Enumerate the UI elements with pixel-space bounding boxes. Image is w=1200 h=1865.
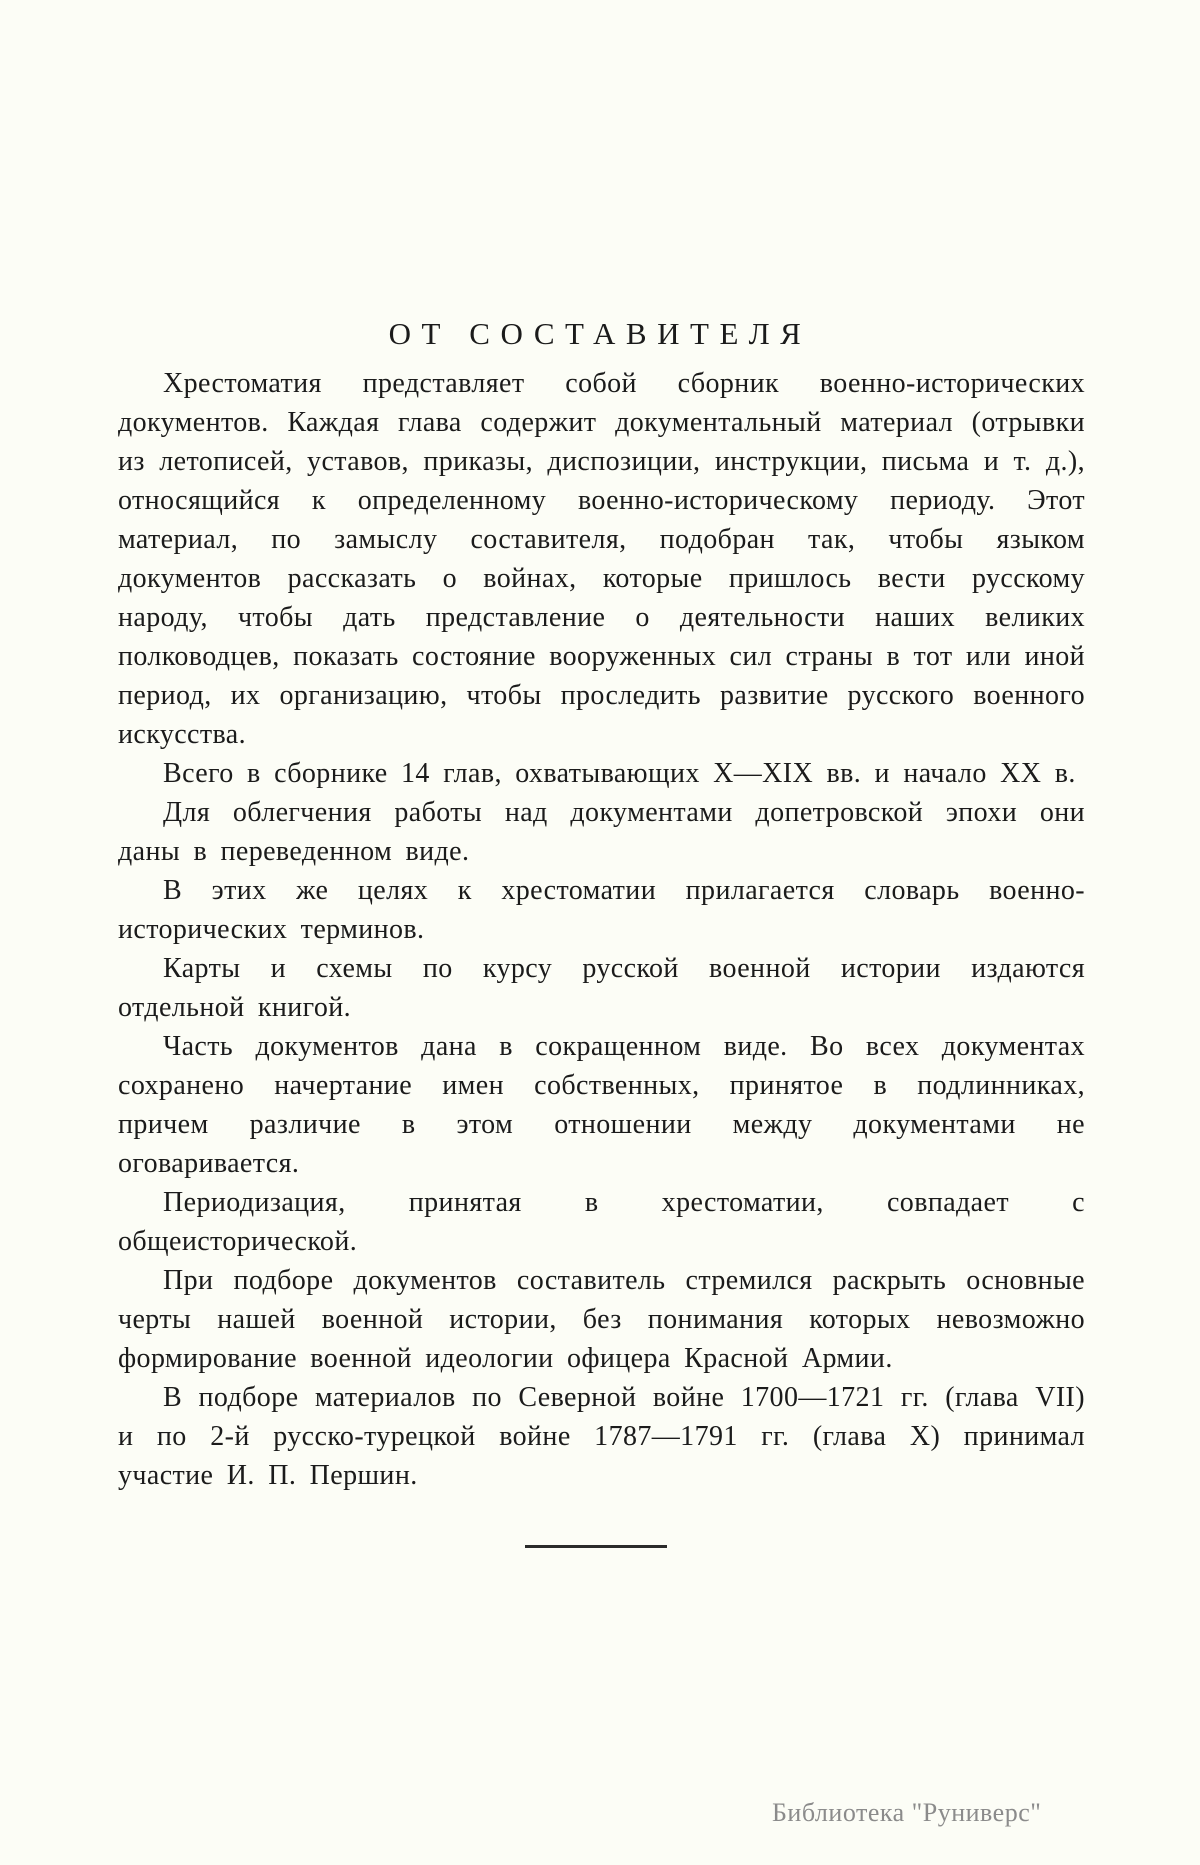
page-title: ОТ СОСТАВИТЕЛЯ (388, 316, 812, 351)
paragraph-2: Всего в сборнике 14 глав, охватывающих X—XIX вв. и начало XX в. (163, 758, 1076, 789)
section-divider (525, 1545, 667, 1548)
paragraph-1: Хрестоматия представляет собой сборник военно-исторических документов. Каждая глава содержит документальный материал (отрывки из летописей, уставов, приказы, диспозиции, инструкции, письма и т. д.), относящийся к определенному военно-историческому периоду. Этот материал, по замыслу составителя, подобран так, чтобы языком документов рассказать о войнах, которые пришлось вести русскому народу, чтобы дать представление о деятельности наших великих полководцев, показать состояние вооруженных сил страны в тот или иной период, их организацию, чтобы проследить развитие русского военного искусства. (118, 368, 1085, 750)
paragraph-7: Периодизация, принятая в хрестоматии, совпадает с общеисторической. (118, 1187, 1085, 1257)
paragraph-5: Карты и схемы по курсу русской военной истории издаются отдельной книгой. (118, 953, 1085, 1023)
paragraph-8: При подборе документов составитель стремился раскрыть основные черты нашей военной истории, без понимания которых невозможно формирование военной идеологии офицера Красной Армии. (118, 1265, 1085, 1374)
paragraph-4: В этих же целях к хрестоматии прилагается словарь военно-исторических терминов. (118, 875, 1085, 945)
paragraph-3: Для облегчения работы над документами допетровской эпохи они даны в переведенном виде. (118, 797, 1085, 867)
paragraph-9: В подборе материалов по Северной войне 1700—1721 гг. (глава VII) и по 2-й русско-турецкой войне 1787—1791 гг. (глава X) принимал участие И. П. Першин. (118, 1382, 1085, 1491)
library-watermark-text: Библиотека "Руниверс" (772, 1798, 1042, 1827)
page-body (118, 364, 1085, 1495)
paragraph-6: Часть документов дана в сокращенном виде. Во всех документах сохранено начертание имен собственных, принятое в подлинниках, причем различие в этом отношении между документами не оговаривается. (118, 1031, 1085, 1179)
